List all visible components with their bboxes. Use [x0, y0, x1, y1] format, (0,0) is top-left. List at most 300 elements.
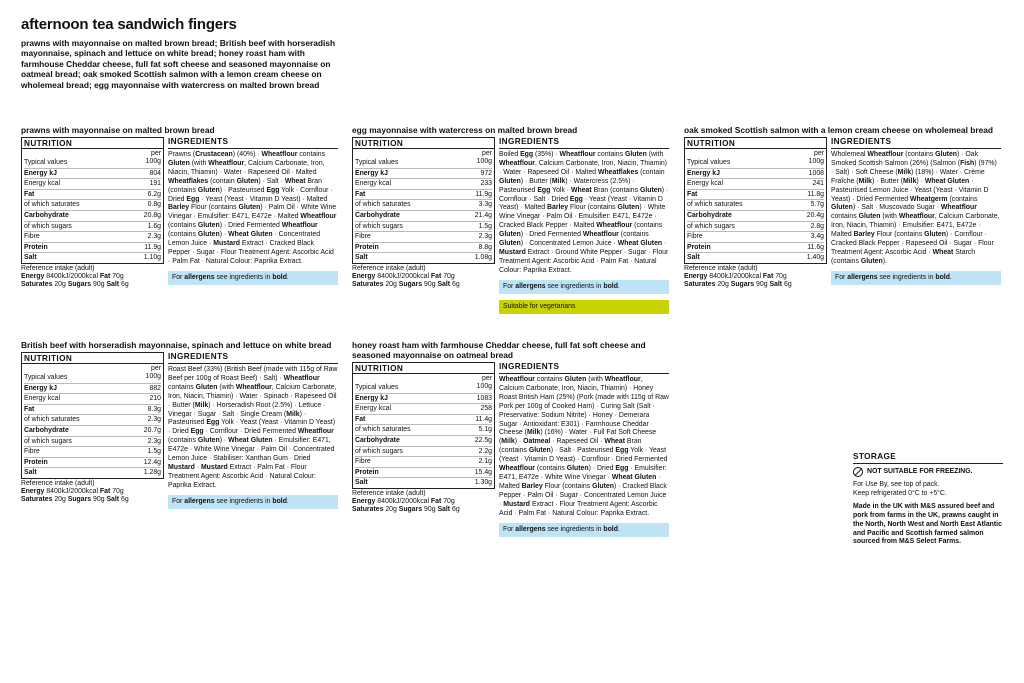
nutrient-label: Protein: [355, 468, 379, 476]
allergen-word: Gluten: [566, 465, 589, 473]
nutrient-value: 1.30g: [474, 479, 492, 487]
nutrient-value: 1.10g: [143, 254, 161, 262]
allergen-word: Gluten: [639, 186, 662, 194]
nutrient-label: Energy kJ: [355, 394, 388, 402]
allergen-word: Egg: [520, 151, 534, 158]
nutrient-value: 1.08g: [474, 254, 492, 262]
nutrition-row: [355, 414, 492, 425]
nutrient-value: 1.28g: [143, 469, 161, 477]
nutrient-label: Energy kJ: [24, 169, 57, 177]
ingredients-text: Wheatflour contains Gluten (with Wheatflour, Calcium Carbonate, Iron, Niacin, Thiamin) · Honey Roast British Ham (25%) (Pork (made with 115g of Raw Pork per 100g of Cooked Ham) · Curing Salt (Salt · Preservative: Sodium Nitrite) · Honey · Demerara Sugar · Antioxidant: E301) · Farmhouse Cheddar Cheese (Milk) (16%) · Water · Full Fat Soft Cheese (Milk) · Oatmeal · Rapeseed Oil · Wheat Bran (contains Gluten) · Salt · Pasteurised Egg Yolk · Yeast (Yeast · Vitamin D Yeast) · Cornflour · Dried Fermented Wheatflour (contains Gluten) · Dried Egg · Emulsifier: E471, E472e · White Wine Vinegar · Wheat Gluten · Malted Barley Flour (contains Gluten) · Cracked Black Pepper · Palm Oil · Sugar · Concentrated Lemon Juice · Mustard Extract · Flour Treatment Agent: Ascorbic Acid · Palm Fat · Natural Colour: Paprika Extract.: [499, 376, 669, 517]
allergen-word: Milk: [526, 429, 541, 437]
nutrient-value: 972: [480, 169, 492, 177]
nutrient-value: 11.4g: [475, 415, 492, 423]
nutrition-row: [24, 383, 161, 394]
nutrient-label: Carbohydrate: [355, 211, 400, 219]
nutrient-value: 1008: [808, 169, 824, 177]
keep-refrigerated-text: Keep refrigerated 0°C to +5°C.: [853, 489, 947, 497]
allergen-word: Mustard: [503, 500, 531, 508]
nutrient-label: Energy kcal: [355, 180, 392, 188]
product-title: egg mayonnaise with watercress on malted brown bread: [352, 125, 578, 135]
product-columns: [352, 362, 672, 537]
storage-instructions: [853, 481, 1003, 498]
allergen-word: Mustard: [499, 248, 526, 256]
nutrition-panel: [352, 362, 495, 537]
reference-title: Reference intake (adult): [684, 264, 758, 272]
allergen-note: For allergens see ingredients in bold.: [499, 523, 669, 537]
ingredients-heading: INGREDIENTS: [499, 137, 669, 149]
allergen-word: Gluten: [831, 204, 853, 212]
per-100g-header: per 100g: [808, 150, 824, 165]
nutrition-row: [355, 221, 492, 232]
nutrient-label: of which sugars: [355, 222, 403, 230]
nutrient-label: Salt: [24, 254, 37, 262]
nutrition-row: [24, 252, 161, 263]
reference-title: Reference intake (adult): [352, 489, 426, 497]
allergen-word: Wheatflour: [208, 159, 245, 167]
allergen-word: Wheatflour: [300, 213, 337, 221]
allergen-note: For allergens see ingredients in bold.: [499, 280, 669, 294]
nutrient-value: 15.4g: [474, 468, 492, 476]
nutrient-label: Typical values: [24, 159, 68, 166]
allergen-word: Fish: [960, 159, 975, 167]
nutrient-value: 11.9g: [144, 243, 161, 251]
nutrient-value: 3.4g: [810, 233, 824, 241]
nutrition-row: [24, 168, 161, 179]
nutrient-label: Protein: [24, 243, 48, 251]
nutrient-label: Fat: [355, 190, 366, 198]
allergen-word: Gluten: [168, 159, 190, 167]
nutrient-label: Energy kJ: [24, 384, 57, 392]
nutrient-value: 2.3g: [147, 437, 161, 445]
nutrient-label: Fat: [24, 405, 35, 413]
ingredients-text: Prawns (Crustacean) (40%) · Wheatflour contains Gluten (with Wheatflour, Calcium Carbonate, Iron, Niacin, Thiamin) · Water · Rapeseed Oil · Malted Wheatflakes (contain Gluten) · Salt · Wheat Bran (contains Gluten) · Pasteurised Egg Yolk · Cornflour · Dried Egg · Yeast (Yeast · Vitamin D Yeast) · Malted Barley Flour (contains Gluten) · Palm Oil · White Wine Vinegar · Emulsifier: E471, E472e · Malted Wheatflour (contains Gluten) · Dried Fermented Wheatflour (contains Gluten) · Wheat Gluten · Concentrated Lemon Juice · Mustard Extract · Cracked Black Pepper · Sugar · Flour Treatment Agent: Ascorbic Acid · Palm Fat · Natural Colour: Paprika Extract.: [168, 151, 337, 265]
allergen-word: Oatmeal: [523, 438, 551, 446]
nutrition-heading: NUTRITION: [352, 137, 495, 149]
allergen-word: Egg: [206, 419, 220, 427]
allergen-word: Mustard: [168, 463, 195, 471]
nutrient-value: 5.1g: [478, 426, 492, 434]
allergen-word: Gluten: [238, 204, 261, 212]
nutrition-row: [355, 435, 492, 446]
nutrient-label: Carbohydrate: [687, 211, 732, 219]
per-100g-header: per 100g: [145, 365, 161, 380]
allergen-word: Wheatflour: [261, 151, 298, 158]
nutrient-value: 8.3g: [147, 405, 161, 413]
nutrition-row: [355, 178, 492, 189]
nutrition-row: [687, 178, 824, 189]
nutrition-row: [687, 158, 824, 168]
allergen-word: Milk: [551, 177, 566, 185]
allergen-word: Wheat Gluten: [228, 231, 273, 239]
ingredients-text: Roast Beef (33%) (British Beef (made with 115g of Raw Beef per 100g of Roast Beef) · Salt) · Wheatflour contains Gluten (with Wheatflour, Calcium Carbonate, Iron, Niacin, Thiamin) · Water · Spinach · Rapeseed Oil · Butter (Milk) · Horseradish Root (2.5%) · Lettuce · Vinegar · Sugar · Salt · Single Cream (Milk) · Pasteurised Egg Yolk · Yeast (Yeast · Vitamin D Yeast) · Dried Egg · Cornflour · Dried Fermented Wheatflour (contains Gluten) · Wheat Gluten · Emulsifier: E471, E472e · White Wine Vinegar · Palm Oil · Concentrated Lemon Juice · Stabiliser: Xanthan Gum · Dried Mustard · Mustard Extract · Palm Fat · Flour Treatment Agent: Ascorbic Acid · Natural Colour: Paprika Extract.: [168, 366, 338, 489]
allergen-word: Wheatflour: [559, 151, 596, 158]
product-columns: [21, 352, 341, 509]
ingredients-panel: [168, 352, 338, 509]
allergen-word: Wheatflakes: [168, 177, 209, 185]
product-beef: [21, 340, 341, 509]
allergen-word: Egg: [186, 195, 200, 203]
ingredients-text: Wholemeal Wheatflour (contains Gluten) · Oak Smoked Scottish Salmon (26%) (Salmon (Fish) (97%) · Salt) · Soft Cheese (Milk) (18%) · Water · Crème Fraîche (Milk) · Butter (Milk) · Wheat Gluten · Pasteurised Lemon Juice · Yeast (Yeast · Vitamin D Yeast) · Dried Fermented Wheatgerm (contains Gluten) · Salt · Muscovado Sugar · Wheatflour contains Gluten (with Wheatflour, Calcium Carbonate, Iron, Niacin, Thiamin) · Emulsifier: E471, E472e · Malted Barley Flour (contains Gluten) · Cornflour · Cracked Black Pepper · Rapeseed Oil · Sugar · Flour Treatment Agent: Ascorbic Acid · Wheat Starch (contains Gluten).: [831, 151, 1000, 265]
nutrition-row: [24, 436, 161, 447]
allergen-word: Wheatflour: [297, 428, 334, 436]
reference-intake: [21, 265, 164, 290]
allergen-note: For allergens see ingredients in bold.: [831, 271, 1001, 285]
allergen-word: Gluten: [625, 151, 647, 158]
nutrition-row: [24, 178, 161, 189]
nutrition-row: [24, 425, 161, 436]
nutrition-row: [355, 403, 492, 414]
allergen-word: Wheatflour: [940, 204, 977, 212]
allergen-word: Wheat Gluten: [617, 240, 663, 248]
allergen-word: Gluten: [197, 222, 220, 230]
allergen-word: Gluten: [924, 231, 946, 239]
nutrient-label: Fat: [24, 190, 35, 198]
nutrient-label: Salt: [24, 469, 37, 477]
nutrient-value: 191: [149, 180, 161, 188]
nutrient-label: Typical values: [355, 384, 399, 391]
nutrient-label: Salt: [687, 254, 700, 262]
origin-text: Made in the UK with M&S assured beef and pork from farms in the UK, prawns caught in the North, North West and North East Atlantic and Pacific and Scottish farmed salmon sourced from M&S Select Farms.: [853, 503, 1002, 546]
nutrition-row: [24, 404, 161, 415]
nutrient-value: 2.3g: [147, 416, 161, 424]
product-egg: [352, 125, 672, 314]
nutrient-label: Carbohydrate: [24, 426, 69, 434]
allergen-word: Gluten: [858, 213, 881, 221]
nutrient-value: 882: [149, 384, 161, 392]
allergen-word: Wheatflour: [499, 159, 535, 167]
nutrient-value: 22.5g: [474, 436, 492, 444]
allergen-word: Wheatflour: [898, 213, 935, 221]
nutrient-label: Carbohydrate: [24, 211, 69, 219]
nutrient-value: 2.8g: [810, 222, 824, 230]
nutrition-row: [355, 231, 492, 242]
reference-intake: [352, 265, 495, 290]
allergen-word: Barley: [521, 482, 543, 490]
allergen-note: For allergens see ingredients in bold.: [168, 495, 338, 509]
nutrient-label: Energy kJ: [687, 169, 720, 177]
nutrition-row: [24, 231, 161, 242]
product-title: oak smoked Scottish salmon with a lemon cream cheese on wholemeal bread: [684, 125, 994, 135]
allergen-word: Gluten: [935, 151, 957, 158]
nutrient-label: Salt: [355, 479, 368, 487]
nutrient-label: of which sugars: [24, 437, 72, 445]
ingredients-text: Boiled Egg (35%) · Wheatflour contains Gluten (with Wheatflour, Calcium Carbonate, Iron, Niacin, Thiamin) · Water · Rapeseed Oil · Malted Wheatflakes (contain Gluten) · Butter (Milk) · Watercress (2.5%) · Pasteurised Egg Yolk · Wheat Bran (contains Gluten) · Cornflour · Salt · Dried Egg · Yeast (Yeast · Vitamin D Yeast) · Malted Barley Flour (contains Gluten) · White Wine Vinegar · Palm Oil · Emulsifier: E471, E472e · Cracked Black Pepper · Malted Wheatflour (contains Gluten) · Dried Fermented Wheatflour (contains Gluten) · Concentrated Lemon Juice · Wheat Gluten · Mustard Extract · Ground White Pepper · Sugar · Flour Treatment Agent: Ascorbic Acid · Palm Fat · Natural Colour: Paprika Extract.: [499, 151, 669, 274]
reference-intake: [21, 480, 164, 505]
product-title: prawns with mayonnaise on malted brown bread: [21, 125, 215, 135]
nutrition-heading: NUTRITION: [684, 137, 827, 149]
nutrient-value: 1.5g: [478, 222, 492, 230]
nutrition-row: [687, 199, 824, 210]
nutrition-panel: [352, 137, 495, 314]
nutrient-label: of which sugars: [687, 222, 735, 230]
nutrient-value: 2.3g: [147, 233, 161, 241]
nutrient-label: Typical values: [24, 374, 68, 381]
nutrient-value: 20.8g: [143, 211, 161, 219]
nutrition-row: [24, 199, 161, 210]
nutrient-value: 11.6g: [807, 243, 824, 251]
allergen-word: Wheatflour: [582, 231, 619, 239]
nutrient-label: Fibre: [687, 233, 703, 241]
product-title: British beef with horseradish mayonnaise, spinach and lettuce on white bread: [21, 340, 332, 350]
allergen-word: Egg: [615, 465, 629, 473]
reference-title: Reference intake (adult): [21, 479, 95, 487]
allergen-word: Gluten: [499, 240, 521, 248]
reference-line: Saturates 20g Sugars 90g Salt 6g: [352, 506, 460, 514]
reference-line: Energy 8400kJ/2000kcal Fat 70g: [21, 488, 124, 496]
nutrition-row: [355, 446, 492, 457]
allergen-word: Gluten: [617, 204, 640, 212]
nutrition-table: [21, 364, 164, 479]
nutrition-panel: [684, 137, 827, 290]
allergen-word: Egg: [569, 195, 583, 203]
nutrition-row: [24, 373, 161, 383]
ingredients-panel: [499, 137, 669, 314]
nutrition-row: [687, 242, 824, 253]
nutrient-label: Fibre: [355, 233, 371, 241]
allergen-word: Wheatflour: [283, 374, 320, 382]
nutrient-value: 8.8g: [478, 243, 492, 251]
nutrition-row: [355, 158, 492, 168]
nutrition-row: [355, 467, 492, 478]
allergen-word: Milk: [903, 177, 917, 185]
nutrition-heading: NUTRITION: [21, 352, 164, 364]
nutrition-row: [24, 457, 161, 468]
nutrient-value: 20.7g: [143, 426, 161, 434]
nutrient-value: 21.4g: [474, 211, 492, 219]
allergen-word: Milk: [194, 401, 209, 409]
page-title: afternoon tea sandwich fingers: [21, 16, 237, 33]
allergen-word: Wheatgerm: [910, 195, 948, 203]
use-by-text: For Use By, see top of pack.: [853, 481, 940, 488]
nutrient-label: Energy kcal: [687, 180, 724, 188]
nutrient-label: Fat: [687, 190, 698, 198]
nutrient-label: Carbohydrate: [355, 436, 400, 444]
nutrition-row: [355, 189, 492, 200]
nutrition-row: [687, 168, 824, 179]
nutrition-row: [24, 242, 161, 253]
nutrient-label: of which saturates: [24, 416, 80, 424]
nutrient-label: Fat: [355, 415, 366, 423]
allergen-word: Crustacean: [195, 151, 233, 158]
nutrition-row: [24, 158, 161, 168]
nutrition-panel: [21, 137, 164, 290]
nutrient-value: 241: [812, 180, 824, 188]
allergen-word: Wheatflakes: [597, 168, 639, 176]
nutrition-row: [687, 189, 824, 200]
nutrition-table: [21, 149, 164, 264]
allergen-word: Gluten: [860, 257, 883, 265]
product-columns: [684, 137, 1004, 290]
nutrition-row: [24, 414, 161, 425]
storage-panel: [853, 452, 1003, 547]
reference-intake: [352, 490, 495, 515]
allergen-word: Gluten: [592, 482, 614, 490]
nutrition-row: [687, 231, 824, 242]
nutrient-label: Energy kcal: [24, 395, 61, 403]
product-title: honey roast ham with farmhouse Cheddar cheese, full fat soft cheese and seasoned mayonnaise on oatmeal bread: [352, 340, 646, 360]
nutrient-value: 6.2g: [147, 190, 161, 198]
allergen-word: Wheat Gluten: [228, 437, 273, 445]
nutrient-label: of which saturates: [355, 426, 411, 434]
allergen-word: Wheatflour: [499, 465, 535, 473]
nutrient-value: 1.6g: [147, 222, 161, 230]
reference-line: Energy 8400kJ/2000kcal Fat 70g: [684, 273, 787, 281]
nutrition-row: [24, 446, 161, 457]
nutrient-label: Fibre: [24, 448, 40, 456]
nutrition-heading: NUTRITION: [352, 362, 495, 374]
product-ham: [352, 340, 672, 537]
nutrition-row: [355, 383, 492, 393]
nutrient-label: Fibre: [355, 458, 371, 466]
nutrient-value: 233: [480, 180, 492, 188]
allergen-word: Gluten: [197, 186, 220, 194]
allergen-word: Milk: [501, 438, 515, 446]
product-prawn: [21, 125, 341, 290]
reference-title: Reference intake (adult): [21, 264, 95, 272]
freeze-text: NOT SUITABLE FOR FREEZING.: [867, 468, 973, 475]
nutrient-label: Typical values: [355, 159, 399, 166]
product-columns: [352, 137, 672, 314]
nutrient-value: 804: [149, 169, 161, 177]
reference-line: Saturates 20g Sugars 90g Salt 6g: [21, 496, 129, 504]
allergen-word: Wheatflour: [499, 376, 535, 383]
nutrient-label: of which saturates: [355, 201, 411, 209]
nutrient-label: of which saturates: [687, 201, 743, 209]
nutrient-value: 1083: [476, 394, 492, 402]
nutrient-label: Energy kcal: [24, 180, 61, 188]
allergen-word: Mustard: [213, 240, 241, 248]
product-salmon: [684, 125, 1004, 290]
ingredients-heading: INGREDIENTS: [499, 362, 669, 374]
reference-line: Saturates 20g Sugars 90g Salt 6g: [352, 281, 460, 289]
nutrient-value: 2.3g: [478, 233, 492, 241]
allergen-word: Wheatflour: [281, 222, 318, 230]
nutrition-row: [24, 221, 161, 232]
allergen-word: Milk: [286, 410, 300, 418]
allergen-word: Wheatflour: [867, 151, 904, 158]
nutrient-value: 11.8g: [807, 190, 824, 198]
page-subtitle: prawns with mayonnaise on malted brown bread; British beef with horseradish mayonnaise, spinach and lettuce on white bread; honey roast ham with farmhouse Cheddar cheese, full fat soft cheese and seasoned mayonnaise on oatmeal bread; oak smoked Scottish salmon with a lemon cream cheese on wholemeal bread; egg mayonnaise with watercress on malted brown bread: [21, 38, 336, 90]
allergen-note: For allergens see ingredients in bold.: [168, 271, 338, 285]
nutrient-label: Salt: [355, 254, 368, 262]
nutrient-label: Energy kJ: [355, 169, 388, 177]
reference-title: Reference intake (adult): [352, 264, 426, 272]
nutrient-value: 11.9g: [475, 190, 492, 198]
per-100g-header: per 100g: [476, 375, 492, 390]
nutrient-value: 0.8g: [147, 201, 161, 209]
nutrient-label: of which sugars: [24, 222, 72, 230]
allergen-word: Barley: [853, 231, 875, 239]
allergen-word: Wheatflour: [235, 383, 272, 391]
nutrient-label: Typical values: [687, 159, 731, 166]
nutrition-row: [355, 168, 492, 179]
per-100g-header: per 100g: [476, 150, 492, 165]
reference-line: Saturates 20g Sugars 90g Salt 6g: [684, 281, 792, 289]
reference-line: Energy 8400kJ/2000kcal Fat 70g: [352, 498, 455, 506]
nutrition-row: [355, 477, 492, 488]
nutrient-value: 2.2g: [478, 447, 492, 455]
allergen-word: Wheat Gluten: [611, 473, 657, 481]
nutrient-label: Fibre: [24, 233, 40, 241]
allergen-word: Mustard: [200, 463, 228, 471]
nutrition-heading: NUTRITION: [21, 137, 164, 149]
allergen-word: Wheat: [284, 177, 306, 185]
nutrient-value: 20.4g: [806, 211, 824, 219]
allergen-word: Gluten: [528, 447, 551, 455]
nutrition-row: [687, 210, 824, 221]
nutrient-label: Protein: [355, 243, 379, 251]
allergen-word: Wheatflour: [604, 376, 641, 383]
nutrition-row: [24, 467, 161, 478]
allergen-word: Egg: [266, 186, 280, 194]
allergen-word: Gluten: [499, 177, 521, 185]
nutrition-panel: [21, 352, 164, 509]
nutrition-row: [355, 199, 492, 210]
nutrient-value: 5.7g: [810, 201, 824, 209]
ingredients-panel: [168, 137, 338, 290]
allergen-word: Gluten: [499, 231, 521, 239]
nutrition-row: [355, 424, 492, 435]
nutrition-table: [352, 374, 495, 489]
nutrient-value: 258: [480, 405, 492, 413]
per-100g-header: per 100g: [145, 150, 161, 165]
ingredients-panel: [831, 137, 1001, 290]
reference-intake: [684, 265, 827, 290]
nutrition-row: [687, 252, 824, 263]
nutrition-table: [352, 149, 495, 264]
ingredients-heading: INGREDIENTS: [168, 137, 338, 149]
nutrient-label: Protein: [24, 458, 48, 466]
ingredients-heading: INGREDIENTS: [831, 137, 1001, 149]
allergen-word: Egg: [190, 428, 204, 436]
allergen-word: Wheat: [932, 248, 954, 256]
allergen-word: Milk: [897, 168, 912, 176]
nutrient-label: of which saturates: [24, 201, 80, 209]
ingredients-heading: INGREDIENTS: [168, 352, 338, 364]
allergen-word: Gluten: [195, 383, 218, 391]
nutrition-row: [687, 221, 824, 232]
vegetarian-badge: Suitable for vegetarians: [499, 300, 669, 314]
freeze-warning: [853, 467, 1003, 477]
ingredients-panel: [499, 362, 669, 537]
nutrient-value: 1.5g: [147, 448, 161, 456]
allergen-word: Milk: [858, 177, 872, 185]
nutrition-row: [24, 210, 161, 221]
nutrition-row: [355, 252, 492, 263]
nutrient-label: Protein: [687, 243, 711, 251]
allergen-word: Barley: [168, 204, 190, 212]
allergen-word: Wheatflour: [596, 222, 633, 230]
nutrient-value: 12.4g: [143, 458, 161, 466]
allergen-word: Gluten: [197, 231, 220, 239]
nutrition-row: [24, 189, 161, 200]
reference-line: Energy 8400kJ/2000kcal Fat 70g: [352, 273, 455, 281]
no-freeze-icon: [853, 467, 863, 477]
nutrient-value: 1.40g: [806, 254, 824, 262]
allergen-word: Egg: [537, 186, 551, 194]
allergen-word: Wheat Gluten: [924, 177, 970, 185]
nutrient-value: 3.3g: [478, 201, 492, 209]
allergen-word: Gluten: [564, 376, 587, 383]
nutrient-value: 210: [149, 395, 161, 403]
reference-line: Saturates 20g Sugars 90g Salt 6g: [21, 281, 129, 289]
allergen-word: Wheat: [571, 186, 592, 194]
allergen-word: Gluten: [236, 177, 259, 185]
product-columns: [21, 137, 341, 290]
allergen-word: Egg: [615, 447, 629, 455]
nutrient-value: 2.1g: [478, 458, 492, 466]
